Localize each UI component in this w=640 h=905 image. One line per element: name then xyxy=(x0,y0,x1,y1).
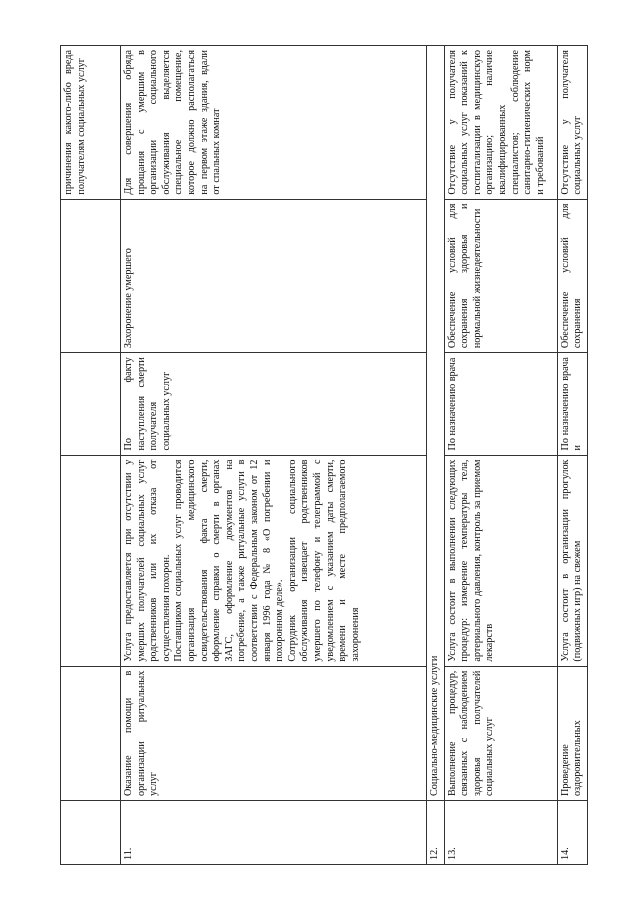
row-number: 11. xyxy=(121,801,427,865)
row-number: 14. xyxy=(557,801,587,865)
table-row xyxy=(61,46,121,865)
service-name xyxy=(61,666,121,800)
service-description xyxy=(61,455,121,666)
table-row xyxy=(121,46,427,865)
service-indicator: Обеспечение условий для сохранения здоровья и нормальной жизнедеятельности xyxy=(444,199,557,353)
service-evaluation: Отсутствие у получателя социальных услуг xyxy=(557,46,587,200)
service-name: Проведение оздоровительных xyxy=(557,666,587,800)
row-number: 12. xyxy=(427,801,445,865)
service-description: Услуга состоит в организации прогулок (подвижных игр) на свежем xyxy=(557,455,587,666)
service-term: По назначению врача и xyxy=(557,353,587,455)
service-description: Услуга предоставляется при отсутствии у умерших получателей социальных услуг родственников или их отказа от осуществления похорон. Поставщиком социальных услуг проводится организация медицинского освидетельствования факта смерти, оформление справки о смерти в органах ЗАГС, оформление документов на погребение, а также ритуальные услуги в соответствии с Федеральным законом от 12 января 1996 года № 8 «О погребении и похоронном деле». Сотрудник организации социального обслуживания извещает родственников умершего по телефону и телеграммой с уведомлением с указанием даты смерти, времени и месте предполагаемого захоронения xyxy=(121,455,427,666)
service-evaluation: Для совершения обряда прощания с умершим в организации социального обслуживания выделяется специальное помещение, которое должно располагаться на первом этаже здания, вдали от спальных комнат xyxy=(121,46,427,200)
service-term: По назначению врача xyxy=(444,353,557,455)
service-name: Выполнение процедур, связанных с наблюдением здоровья получателей социальных услуг xyxy=(444,666,557,800)
row-number xyxy=(61,801,121,865)
services-table xyxy=(60,45,588,865)
section-heading: Социально-медицинские услуги xyxy=(427,46,445,801)
service-evaluation: причинения какого-либо вреда получателям социальных услуг xyxy=(61,46,121,200)
service-name: Оказание помощи в организации ритуальных услуг xyxy=(121,666,427,800)
service-term: По факту наступления смерти получателя социальных услуг xyxy=(121,353,427,455)
service-evaluation: Отсутствие у получателя социальных услуг показаний к госпитализации в медицинскую организацию; наличие квалифицированных специалистов; соблюдение санитарно-гигиенических норм и требований xyxy=(444,46,557,200)
row-number: 13. xyxy=(444,801,557,865)
service-description: Услуга состоит в выполнении следующих процедур: измерение температуры тела, артериального давления, контроль за приемом лекарств xyxy=(444,455,557,666)
table-row xyxy=(444,46,557,865)
rotated-page xyxy=(60,45,584,865)
section-row xyxy=(427,46,445,865)
service-indicator: Захоронение умершего xyxy=(121,199,427,353)
table-row xyxy=(557,46,587,865)
service-term xyxy=(61,353,121,455)
service-indicator: Обеспечение условий для сохранения xyxy=(557,199,587,353)
service-indicator xyxy=(61,199,121,353)
